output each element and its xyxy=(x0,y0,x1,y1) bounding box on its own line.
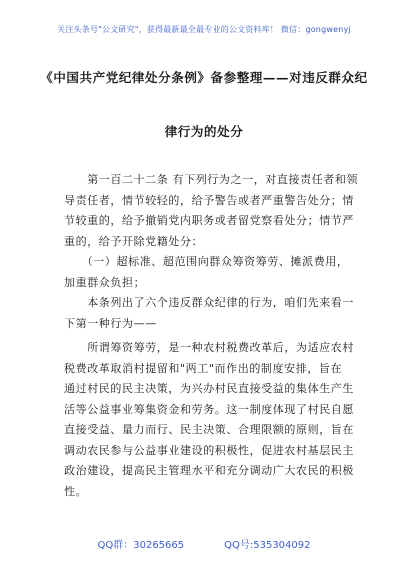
document-title: 《中国共产党纪律处分条例》备参整理——对违反群众纪 xyxy=(40,70,368,85)
body-line: 通过村民的民主决策，为兴办村民直接受益的集体生产生 xyxy=(64,382,354,395)
body-line: 重的，给予开除党籍处分： xyxy=(64,234,204,248)
body-line: 税费改革取消村提留和"两工"而作出的制度安排，旨在 xyxy=(64,361,343,375)
footer-qq-number: QQ号:535304092 xyxy=(224,540,311,551)
footer-qq-group: QQ群：30265665 xyxy=(97,540,185,551)
document-title-continuation: 律行为的处分 xyxy=(164,124,244,139)
body-line: （一）超标准、超范围向群众筹资筹劳、摊派费用， xyxy=(64,255,349,268)
body-line: 所谓筹资筹劳，是一种农村税费改革后，为适应农村 xyxy=(64,341,354,354)
body-line: 调动农民参与公益事业建设的积极性，促进农村基层民主 xyxy=(64,443,354,457)
body-line: 节较重的，给予撤销党内职务或者留党察看处分；情节严 xyxy=(64,214,354,227)
body-line: 加重群众负担； xyxy=(64,275,146,289)
body-line: 本条列出了六个违反群众纪律的行为，咱们先来看一 xyxy=(64,296,354,309)
footer-contact xyxy=(0,536,408,551)
header-note: 关注头条号"公文研究"，获得最新最全最专业的公文资料库！ 微信：gongwenyj xyxy=(57,25,351,34)
body-line: 政治建设，提高民主管理水平和充分调动广大农民的积极 xyxy=(64,464,354,477)
body-line: 直接受益、量力而行、民主决策、合理限额的原则，旨在 xyxy=(64,423,354,436)
body-line: 活等公益事业筹集资金和劳务。这一制度体现了村民自愿 xyxy=(64,402,354,416)
body-line: 性。 xyxy=(64,484,88,498)
body-line: 导责任者，情节较轻的，给予警告或者严重警告处分；情 xyxy=(64,193,354,207)
body-line: 第一百二十二条 有下列行为之一，对直接责任者和领 xyxy=(64,173,359,186)
body-line: 下第一种行为—— xyxy=(64,316,157,330)
body-text xyxy=(64,170,359,502)
